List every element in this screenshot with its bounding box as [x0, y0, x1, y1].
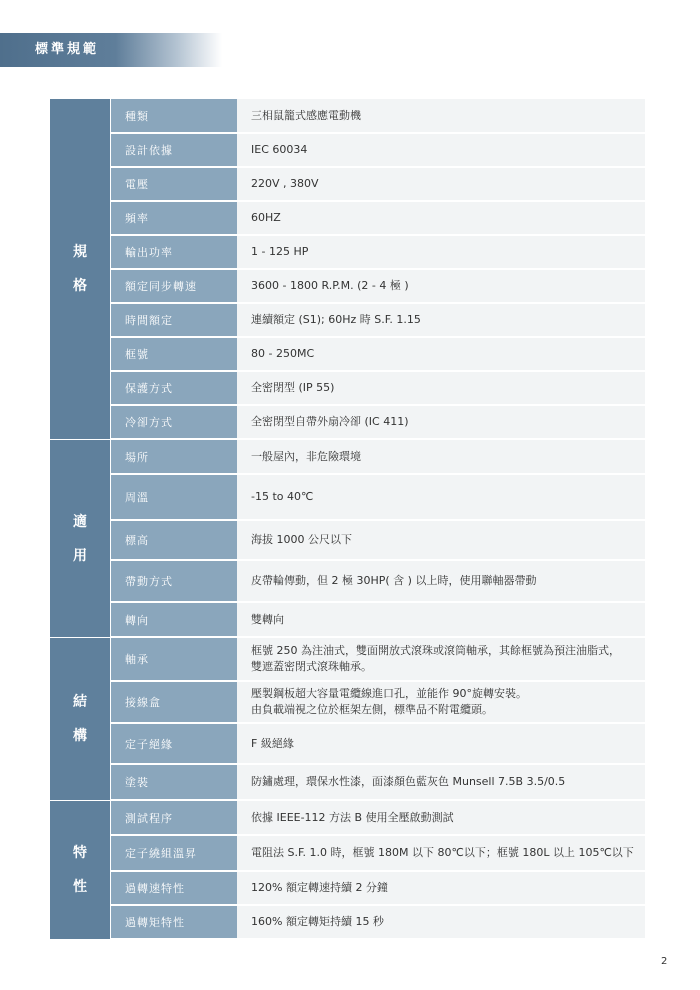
row-label: 過轉速特性: [110, 872, 237, 906]
row-value-line: 框號 250 為注油式，雙面開放式滾珠或滾筒軸承，其餘框號為預注油脂式，: [251, 644, 620, 657]
table-row: [50, 202, 645, 236]
table-row: [50, 99, 645, 134]
row-label: 輸出功率: [110, 236, 237, 270]
row-label: 設計依據: [110, 134, 237, 168]
row-value: -15 to 40℃: [237, 475, 645, 521]
row-label: 冷卻方式: [110, 406, 237, 440]
row-value: 60HZ: [237, 202, 645, 236]
row-label: 額定同步轉速: [110, 270, 237, 304]
row-value-line: 由負載端視之位於框架左側，標準品不附電纜頭。: [251, 703, 493, 716]
category-structure: 結 構: [50, 638, 110, 801]
table-row: [50, 521, 645, 561]
row-value: F 級絕緣: [237, 724, 645, 765]
table-row: [50, 372, 645, 406]
row-label: 定子繞組溫昇: [110, 836, 237, 872]
row-value: [237, 682, 645, 724]
row-label: 周溫: [110, 475, 237, 521]
row-value: 電阻法 S.F. 1.0 時，框號 180M 以下 80℃以下；框號 180L 以上 105℃以下: [237, 836, 645, 872]
category-application: 適 用: [50, 440, 110, 638]
row-value: IEC 60034: [237, 134, 645, 168]
row-label: 帶動方式: [110, 561, 237, 603]
row-label: 種類: [110, 99, 237, 134]
row-value-line: 雙遮蓋密閉式滾珠軸承。: [251, 660, 372, 673]
table-row: [50, 475, 645, 521]
table-row: [50, 682, 645, 724]
table-row: [50, 801, 645, 836]
row-value: 120% 額定轉速持續 2 分鐘: [237, 872, 645, 906]
row-value: 雙轉向: [237, 603, 645, 638]
table-row: [50, 440, 645, 475]
section-header-bar: [0, 33, 222, 67]
row-value: 160% 額定轉矩持續 15 秒: [237, 906, 645, 940]
row-value: 全密閉型自帶外扇冷卻 (IC 411): [237, 406, 645, 440]
row-value-line: 壓製鋼板超大容量電纜線進口孔，並能作 90°旋轉安裝。: [251, 687, 527, 700]
table-row: [50, 836, 645, 872]
specification-table: [50, 99, 645, 940]
category-specifications: 規 格: [50, 99, 110, 440]
row-label: 軸承: [110, 638, 237, 682]
table-row: [50, 168, 645, 202]
row-label: 標高: [110, 521, 237, 561]
row-label: 接線盒: [110, 682, 237, 724]
table-row: [50, 872, 645, 906]
table-row: [50, 134, 645, 168]
row-value: 全密閉型 (IP 55): [237, 372, 645, 406]
section-title: 標準規範: [35, 42, 100, 57]
row-value: 皮帶輪傳動，但 2 極 30HP( 含 ) 以上時，使用聯軸器帶動: [237, 561, 645, 603]
row-value: 220V , 380V: [237, 168, 645, 202]
table-row: [50, 603, 645, 638]
row-value: 連續額定 (S1); 60Hz 時 S.F. 1.15: [237, 304, 645, 338]
table-row: [50, 236, 645, 270]
table-row: [50, 765, 645, 801]
row-label: 塗裝: [110, 765, 237, 801]
table-row: [50, 406, 645, 440]
row-label: 電壓: [110, 168, 237, 202]
row-label: 測試程序: [110, 801, 237, 836]
table-row: [50, 906, 645, 940]
table-row: [50, 638, 645, 682]
table-row: [50, 724, 645, 765]
row-label: 定子絕緣: [110, 724, 237, 765]
page-number: 2: [661, 956, 668, 967]
row-value: 80 - 250MC: [237, 338, 645, 372]
row-value: 海拔 1000 公尺以下: [237, 521, 645, 561]
row-value: 三相鼠籠式感應電動機: [237, 99, 645, 134]
table-row: [50, 304, 645, 338]
row-value: [237, 638, 645, 682]
table-row: [50, 561, 645, 603]
row-label: 過轉矩特性: [110, 906, 237, 940]
row-value: 依據 IEEE-112 方法 B 使用全壓啟動測試: [237, 801, 645, 836]
row-value: 3600 - 1800 R.P.M. (2 - 4 極 ): [237, 270, 645, 304]
row-label: 保護方式: [110, 372, 237, 406]
row-label: 場所: [110, 440, 237, 475]
row-value: 防鏽處理，環保水性漆，面漆顏色藍灰色 Munsell 7.5B 3.5/0.5: [237, 765, 645, 801]
table-row: [50, 338, 645, 372]
category-characteristics: 特 性: [50, 801, 110, 940]
row-value: 一般屋內，非危險環境: [237, 440, 645, 475]
row-value: 1 - 125 HP: [237, 236, 645, 270]
table-row: [50, 270, 645, 304]
row-label: 轉向: [110, 603, 237, 638]
row-label: 頻率: [110, 202, 237, 236]
row-label: 時間額定: [110, 304, 237, 338]
row-label: 框號: [110, 338, 237, 372]
